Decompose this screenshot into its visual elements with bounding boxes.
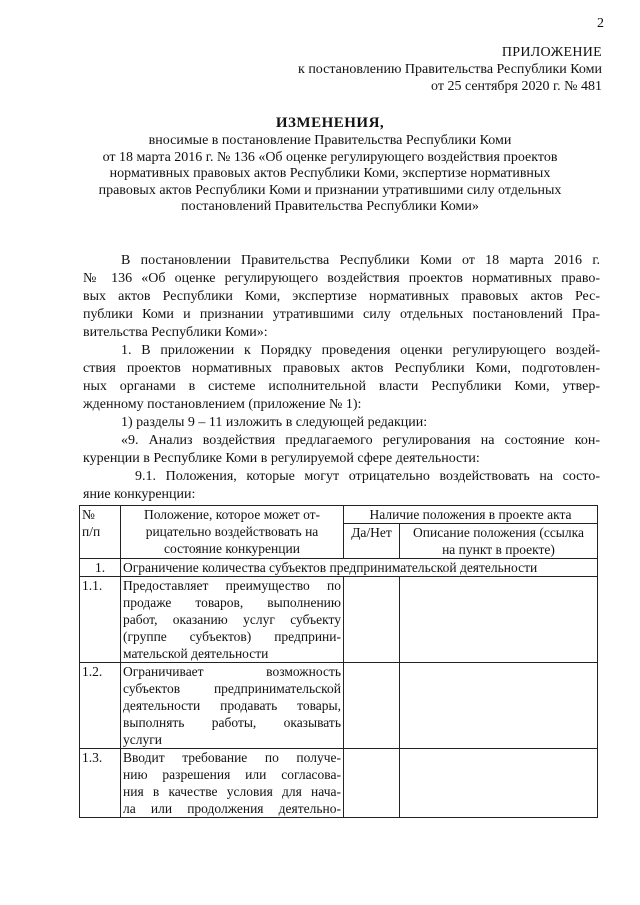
body-line: ных органами в системе исполнительной власти Республики Коми, утвер-	[83, 379, 600, 394]
row-yesno-cell	[344, 663, 400, 749]
body-line: В постановлении Правительства Республики Коми от 18 марта 2016 г.	[121, 253, 600, 268]
heading-line: нормативных правовых актов Республики Коми, экспертизе нормативных	[109, 166, 551, 181]
competition-table	[79, 505, 598, 818]
heading-line: правовых актов Республики Коми и признании утратившими силу отдельных	[98, 183, 562, 198]
appendix-title: ПРИЛОЖЕНИЕ	[501, 45, 602, 60]
row-text-line: Ограничивает возможность	[123, 664, 341, 679]
table-row	[80, 749, 598, 818]
row-text-line: (группе субъектов) предприни-	[123, 629, 341, 644]
table-header-row	[80, 506, 598, 524]
changes-title: ИЗМЕНЕНИЯ,	[275, 115, 385, 131]
row-description-cell	[400, 577, 598, 663]
row-num-cell: 1.2.	[80, 663, 121, 749]
header-num-label: №	[82, 507, 95, 522]
row-text-line: работ, оказанию услуг субъекту	[123, 612, 341, 627]
table-row	[80, 577, 598, 663]
header-description-cell	[400, 524, 598, 559]
body-line: публики Коми и признании утратившими силу отдельных постановлений Пра-	[83, 307, 600, 322]
body-line: вительства Республики Коми»:	[83, 325, 268, 340]
appendix-date-line: от 25 сентября 2020 г. № 481	[431, 79, 602, 94]
page-number: 2	[597, 16, 604, 31]
row-text-line: ния в качестве условия для нача-	[123, 784, 341, 799]
header-description-label: на пункт в проекте)	[442, 542, 555, 557]
body-line: вых актов Республики Коми, экспертизе нормативных правовых актов Рес-	[83, 289, 600, 304]
heading-line: от 18 марта 2016 г. № 136 «Об оценке регулирующего воздействия проектов	[102, 150, 558, 165]
heading-line: постановлений Правительства Республики Коми»	[181, 199, 479, 214]
row-description-cell	[400, 663, 598, 749]
appendix-resolution-line: к постановлению Правительства Республики Коми	[298, 62, 602, 77]
body-line: 9.1. Положения, которые могут отрицательно воздействовать на состо-	[135, 469, 600, 484]
row-provision-cell	[121, 663, 344, 749]
row-yesno-cell	[344, 749, 400, 818]
header-provision-label: состояние конкуренции	[164, 541, 300, 556]
row-text-line: выполнять работы, оказывать	[123, 715, 341, 730]
header-provision-label: Положение, которое может от-	[143, 507, 321, 522]
header-num-cell	[80, 506, 121, 559]
row-text-line: мательской деятельности	[123, 646, 269, 661]
body-line: жденному постановлением (приложение № 1):	[83, 397, 362, 412]
body-line: 1) разделы 9 – 11 изложить в следующей редакции:	[121, 415, 428, 430]
header-description-label: Описание положения (ссылка	[413, 525, 584, 540]
section-num-cell: 1.	[80, 559, 121, 577]
header-provision-label: рицательно воздействовать на	[145, 524, 319, 539]
row-provision-cell	[121, 577, 344, 663]
body-line: куренции в Республике Коми в регулируемой сфере деятельности:	[83, 451, 480, 466]
header-provision-cell	[121, 506, 344, 559]
body-line: ствия проектов нормативных правовых актов Республики Коми, подготовлен-	[83, 361, 600, 376]
row-text-line: продаже товаров, выполнению	[123, 595, 341, 610]
header-presence-cell: Наличие положения в проекте акта	[344, 506, 598, 524]
row-description-cell	[400, 749, 598, 818]
row-text-line: субъектов предпринимательской	[123, 681, 341, 696]
table-section-row	[80, 559, 598, 577]
section-title-cell: Ограничение количества субъектов предпринимательской деятельности	[121, 559, 598, 577]
row-num-cell: 1.1.	[80, 577, 121, 663]
row-text-line: услуги	[123, 732, 162, 747]
body-line: яние конкуренции:	[83, 487, 196, 502]
row-text-line: деятельности продавать товары,	[123, 698, 341, 713]
row-text-line: Предоставляет преимущество по	[123, 578, 341, 593]
row-text-line: Вводит требование по получе-	[123, 750, 341, 765]
row-text-line: ла или продолжения деятельно-	[123, 801, 341, 816]
table-row	[80, 663, 598, 749]
header-num-label: п/п	[82, 524, 101, 539]
body-line: 1. В приложении к Порядку проведения оценки регулирующего воздей-	[121, 343, 600, 358]
body-line: № 136 «Об оценке регулирующего воздействия проектов нормативных право-	[83, 271, 600, 286]
body-line: «9. Анализ воздействия предлагаемого регулирования на состояние кон-	[121, 433, 600, 448]
row-num-cell: 1.3.	[80, 749, 121, 818]
heading-line: вносимые в постановление Правительства Республики Коми	[148, 133, 512, 148]
header-yesno-cell: Да/Нет	[344, 524, 400, 559]
row-text-line: нию разрешения или согласова-	[123, 767, 341, 782]
row-yesno-cell	[344, 577, 400, 663]
row-provision-cell	[121, 749, 344, 818]
